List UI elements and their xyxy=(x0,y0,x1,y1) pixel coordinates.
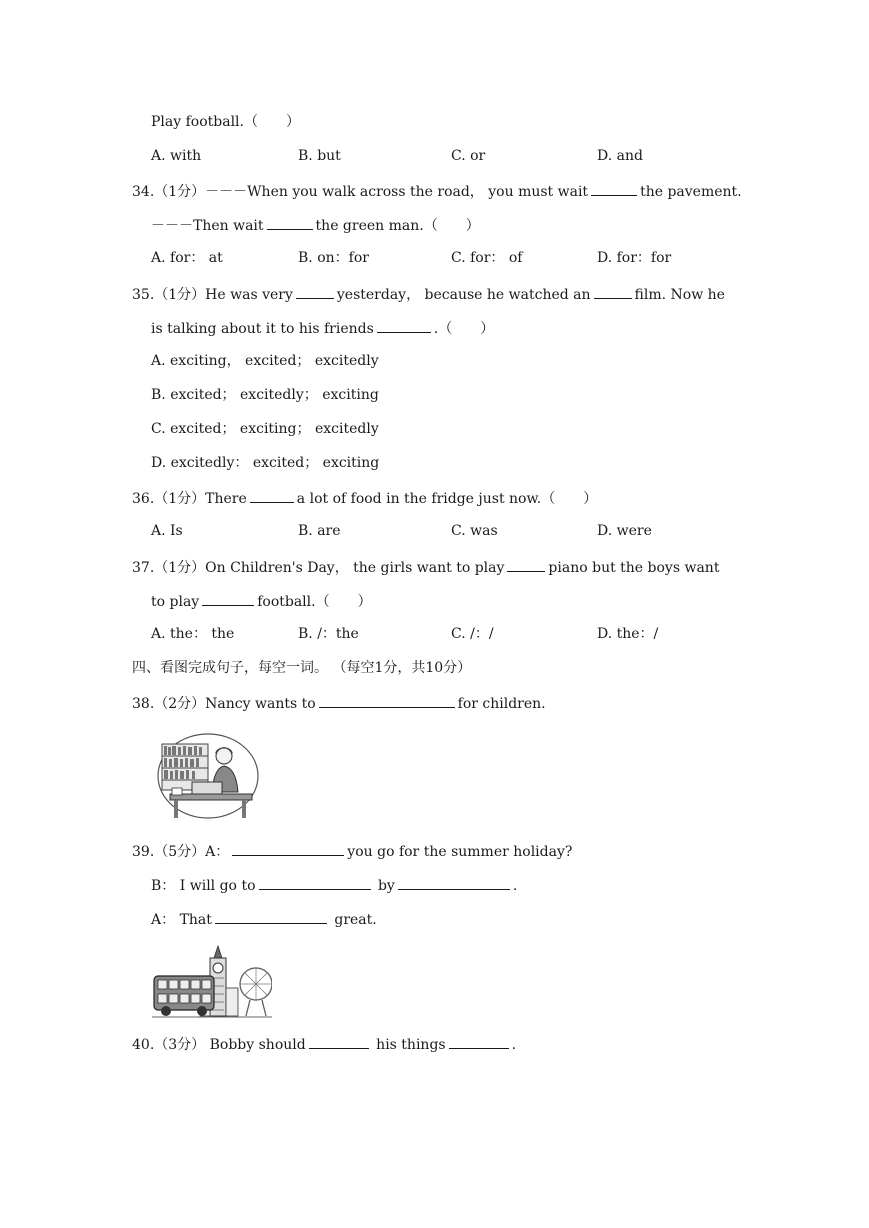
q39-blank-1[interactable] xyxy=(232,841,344,856)
q37-text-c: to play xyxy=(151,594,200,610)
q35-blank-3[interactable] xyxy=(377,318,431,333)
q35-option-a[interactable]: A. exciting， excited； excitedly xyxy=(151,353,379,369)
q40-line xyxy=(132,1034,516,1054)
q35-text-b: yesterday， because he watched an xyxy=(336,287,591,303)
q39-number: 39.（5分） xyxy=(132,844,206,860)
q39-speaker-a2: A： xyxy=(151,912,176,928)
q38-library-illustration xyxy=(152,730,260,822)
q36-number: 36.（1分） xyxy=(132,491,206,507)
q39-text-b1: I will go to xyxy=(179,878,256,894)
q37-option-b[interactable]: B. /：the xyxy=(298,626,359,642)
q39-text-a1: you go for the summer holiday? xyxy=(347,844,573,860)
q34-text-c: －－－Then wait xyxy=(151,218,264,234)
q35-text-e: .（ ） xyxy=(433,321,495,337)
q34-text-a: －－－When you walk across the road， you must wait xyxy=(205,184,589,200)
q39-blank-3[interactable] xyxy=(398,875,510,890)
q37-number: 37.（1分） xyxy=(132,560,206,576)
q36-option-d[interactable]: D. were xyxy=(597,523,652,539)
q38-number: 38.（2分） xyxy=(132,696,206,712)
q37-line2 xyxy=(151,591,372,611)
q35-option-c[interactable]: C. excited； exciting； excitedly xyxy=(151,421,379,437)
q37-blank-1[interactable] xyxy=(507,557,545,572)
q35-text-a: He was very xyxy=(205,287,293,303)
q40-text-b: his things xyxy=(376,1037,446,1053)
q39-text-a3: great. xyxy=(334,912,377,928)
q34-number: 34.（1分） xyxy=(132,184,206,200)
q35-blank-2[interactable] xyxy=(594,284,632,299)
q36-text-b: a lot of food in the fridge just now.（ ） xyxy=(296,491,598,507)
q33-line2: Play football.（ ） xyxy=(151,114,300,130)
q36-option-b[interactable]: B. are xyxy=(298,523,341,539)
q37-text-b: piano but the boys want xyxy=(548,560,720,576)
q40-text-a: Bobby should xyxy=(209,1037,306,1053)
q39-blank-4[interactable] xyxy=(215,909,327,924)
q39-text-b3: . xyxy=(512,878,518,894)
q39-london-illustration xyxy=(152,942,272,1020)
q40-text-c: . xyxy=(511,1037,517,1053)
section-4-heading: 四、看图完成句子，每空一词。 （每空1分，共10分） xyxy=(132,660,472,676)
q40-blank-2[interactable] xyxy=(449,1034,509,1049)
q36-text-a: There xyxy=(205,491,247,507)
q39-text-b2: by xyxy=(377,878,395,894)
q35-text-c: film. Now he xyxy=(634,287,725,303)
q40-blank-1[interactable] xyxy=(309,1034,369,1049)
q33-option-a[interactable]: A. with xyxy=(151,148,202,164)
q37-option-d[interactable]: D. the：/ xyxy=(597,626,659,642)
q35-line1 xyxy=(132,284,725,304)
q39-blank-2[interactable] xyxy=(259,875,371,890)
q33-option-c[interactable]: C. or xyxy=(451,148,486,164)
q37-text-a: On Children's Day， the girls want to play xyxy=(205,560,505,576)
q33-option-d[interactable]: D. and xyxy=(597,148,643,164)
q34-line1 xyxy=(132,181,742,201)
q37-blank-2[interactable] xyxy=(202,591,254,606)
q34-blank-2[interactable] xyxy=(267,215,313,230)
q37-option-c[interactable]: C. /：/ xyxy=(451,626,494,642)
q34-option-d[interactable]: D. for：for xyxy=(597,250,672,266)
q36-line xyxy=(132,488,597,508)
q38-line xyxy=(132,693,546,713)
q35-blank-1[interactable] xyxy=(296,284,334,299)
q35-option-d[interactable]: D. excitedly： excited； exciting xyxy=(151,455,380,471)
q34-text-d: the green man.（ ） xyxy=(315,218,480,234)
q39-line-b xyxy=(151,875,517,895)
q33-option-b[interactable]: B. but xyxy=(298,148,341,164)
q37-option-a[interactable]: A. the： the xyxy=(151,626,235,642)
q40-number: 40.（3分） xyxy=(132,1037,206,1053)
q38-text-a: Nancy wants to xyxy=(205,696,316,712)
q35-number: 35.（1分） xyxy=(132,287,206,303)
q38-blank[interactable] xyxy=(319,693,455,708)
q34-blank-1[interactable] xyxy=(591,181,637,196)
q37-line1 xyxy=(132,557,719,577)
q34-option-c[interactable]: C. for： of xyxy=(451,250,523,266)
q39-line-a1 xyxy=(132,841,572,861)
q36-blank[interactable] xyxy=(250,488,294,503)
q39-text-a2: That xyxy=(179,912,212,928)
q39-line-a2 xyxy=(151,909,377,929)
q35-line2 xyxy=(151,318,494,338)
q36-option-c[interactable]: C. was xyxy=(451,523,498,539)
q35-text-d: is talking about it to his friends xyxy=(151,321,374,337)
q37-text-d: football.（ ） xyxy=(257,594,372,610)
q34-text-b: the pavement. xyxy=(640,184,742,200)
q35-option-b[interactable]: B. excited； excitedly； exciting xyxy=(151,387,379,403)
q39-speaker-a: A： xyxy=(205,844,230,860)
q39-speaker-b: B： xyxy=(151,878,176,894)
q36-option-a[interactable]: A. Is xyxy=(151,523,183,539)
q34-line2 xyxy=(151,215,480,235)
q34-option-b[interactable]: B. on：for xyxy=(298,250,369,266)
q38-text-b: for children. xyxy=(457,696,546,712)
q34-option-a[interactable]: A. for： at xyxy=(151,250,223,266)
